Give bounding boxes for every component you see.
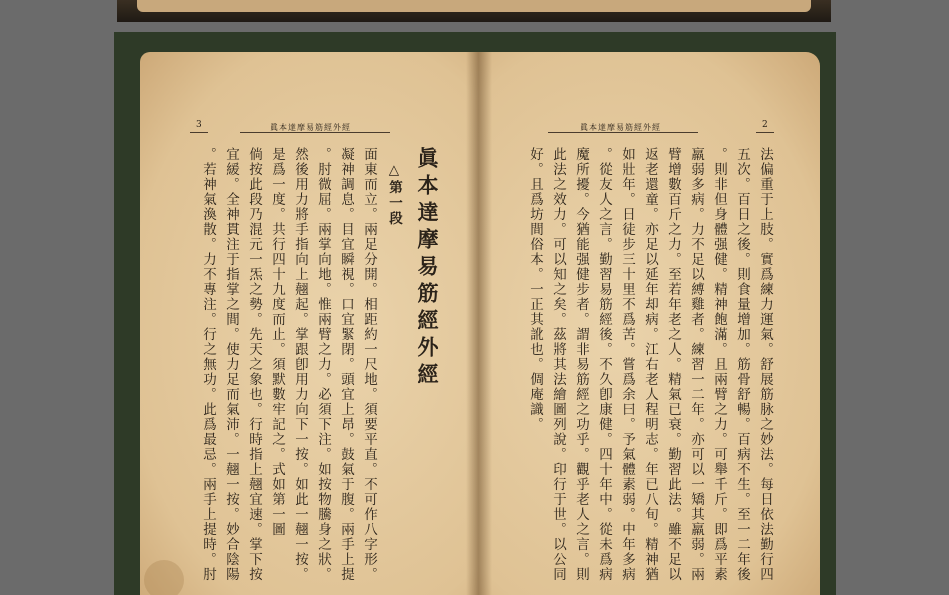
- left-text-column-5: 是爲一度。共行四十九度而止。須默數牢記之。式如第一圖: [269, 147, 285, 537]
- open-book: [140, 52, 820, 595]
- right-header-rule-a: [548, 132, 698, 133]
- right-page-number: 2: [762, 120, 768, 130]
- previous-page-edge: [137, 0, 811, 12]
- right-text-column-10: 此法之效力。可以知之矣。茲將其法繪圖列說。印行于世。以公同: [550, 147, 566, 582]
- left-text-column-6: 倘按此段乃混元一炁之勢。先天之象也。行時指上翹宜速。掌下按: [246, 147, 262, 582]
- right-text-column-11: 好。且爲坊間俗本。一正其訛也。倜庵識。: [527, 147, 543, 432]
- left-text-column-7: 宜緩。全神貫注于指掌之間。使力足而氣沛。一翹一按。妙合陰陽: [223, 147, 239, 582]
- left-text-column-8: 。若神氣渙散。力不專注。行之無功。此爲最忌。兩手上提時。肘: [200, 147, 216, 582]
- right-text-column-6: 返老還童。亦足以延年却病。江右老人程明志。年已八旬。精神猶: [642, 147, 658, 582]
- left-text-column-1: 面東而立。兩足分開。相距約一尺地。須要平直。不可作八字形。: [361, 147, 377, 582]
- previous-page-thumbnail[interactable]: [117, 0, 831, 22]
- right-running-head: 眞本達摩易筋經外經: [580, 123, 661, 132]
- book-title: 眞本達摩易筋經外經: [415, 147, 440, 390]
- paper-stain: [144, 560, 184, 595]
- left-text-column-2: 凝神調息。目宜瞬視。口宜緊閉。頭宜上昂。鼓氣于腹。兩手上提: [338, 147, 354, 582]
- right-text-column-8: 。從友人之言。勤習易筋經後。不久卽康健。四十年中。從未爲病: [596, 147, 612, 582]
- right-page: [478, 52, 820, 595]
- right-text-column-5: 臂增數百斤之力。至若年老之人。精氣已衰。勤習此法。雖不足以: [665, 147, 681, 582]
- left-page-number: 3: [196, 120, 202, 130]
- section-label: △第一段: [386, 162, 402, 227]
- right-text-column-2: 五次。百日之後。則食量增加。筋骨舒暢。百病不生。至一二年後: [734, 147, 750, 582]
- right-text-column-9: 魔所擾。今猶能强健步者。謂非易筋經之功乎。觀乎老人之言。則: [573, 147, 589, 582]
- right-text-column-3: 。則非但身體强健。精神飽滿。且兩臂之力。可舉千斤。即爲平素: [711, 147, 727, 582]
- right-header-rule-b: [756, 132, 774, 133]
- left-page: [140, 52, 478, 595]
- right-text-column-1: 法偏重于上肢。實爲練力運氣。舒展筋脉之妙法。每日依法勤行四: [757, 147, 773, 582]
- left-header-rule-a: [190, 132, 208, 133]
- right-text-column-7: 如壯年。日徒步三十里不爲苦。嘗爲余曰。予氣體素弱。中年多病: [619, 147, 635, 582]
- book-gutter: [466, 52, 492, 595]
- left-text-column-4: 然後用力將手指向上翹起。掌跟卽用力向下一按。如此一翹一按。: [292, 147, 308, 582]
- left-text-column-3: 。肘微屈。兩掌向地。惟兩臂之力。必須下注。如按物騰身之狀。: [315, 147, 331, 582]
- right-text-column-4: 羸弱多病。力不足以縛雞者。練習一二年。亦可以一矯其羸弱。兩: [688, 147, 704, 582]
- page-scan: [114, 32, 836, 595]
- left-running-head: 眞本達摩易筋經外經: [270, 123, 351, 132]
